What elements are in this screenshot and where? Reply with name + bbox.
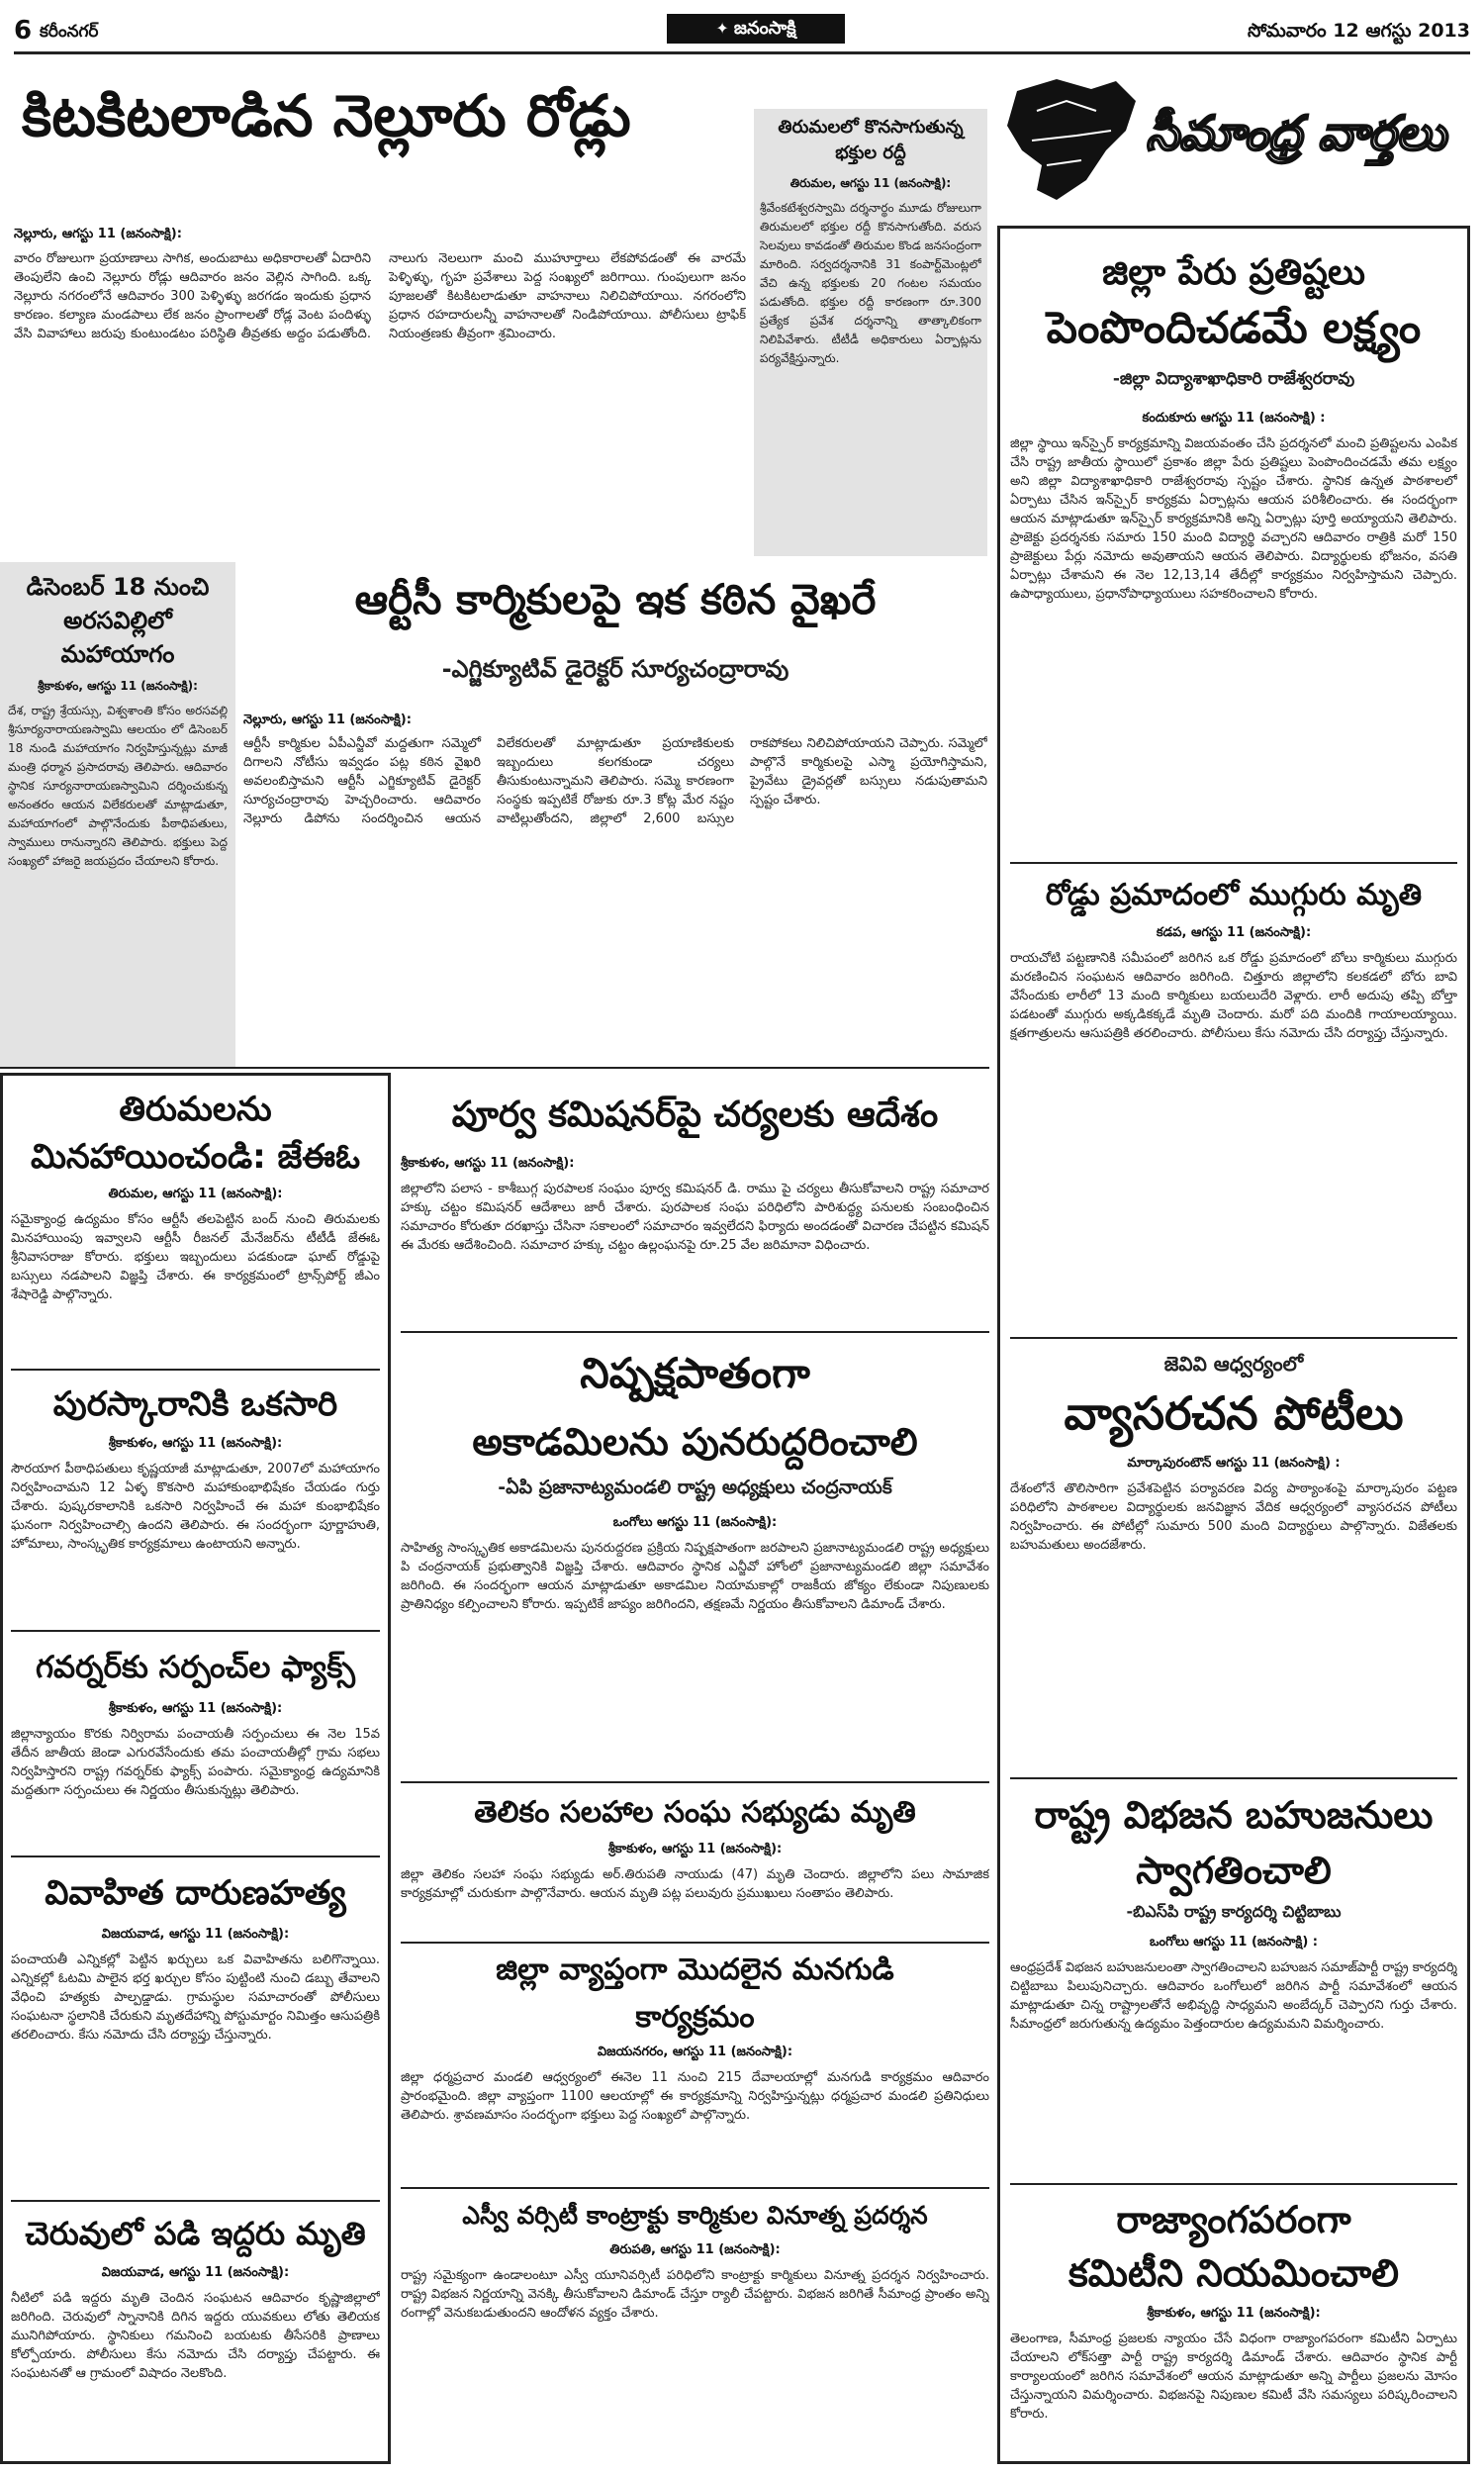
headline-line1: డిసెంబర్ 18 నుంచి [26, 573, 210, 601]
left-column [0, 1073, 391, 2464]
headline-line2: అరసవిల్లిలో [63, 607, 172, 634]
article-neutral-academies [401, 1338, 989, 1773]
headline-line2: మినహాయించండి: జేఈఓ [30, 1137, 361, 1177]
divider [11, 1630, 380, 1632]
article-award-once [11, 1377, 380, 1634]
body: వారం రోజులుగా ప్రయాణాలు సాగిక, అందుబాటు అధికారాలతో ఏదారిని తెంపులేని ఉంచి నెల్లూరు రోడ్లు ఆదివారం జనం వెల్లిన సాగింది. ఒక్క నెల్లూరు నగరంలోనే ఆదివారం 300 పెళ్ళిళ్ళు జరగడం ఇందుకు ప్రధాన కారణం. కల్యాణ మండపాలు లేక జనం ప్రాంగాలతో రోడ్ల వెంట పందిళ్ళు వేసి వివాహాలు జరుపు కుంటుండటం పరిస్థితి తీవ్రతకు అద్దం పడుతోంది. నాలుగు నెలలుగా మంచి ముహూర్తాలు లేకపోవడంతో ఈ వారమే పెళ్ళిళ్ళు, గృహ ప్రవేశాలు పెద్ద సంఖ్యలో జరిగాయి. గుంపులుగా జనం పూజలతో కిటకిటలాడుతూ వాహనాలు నిలిచిపోయాయి. నగరంలోని ప్రధాన రహదారులన్నీ వాహనాలతో నిండిపోయాయి. పోలీసులు ట్రాఫిక్ నియంత్రణకు తీవ్రంగా శ్రమించారు. [14, 251, 746, 341]
masthead [667, 14, 845, 44]
dateline: తిరుపతి, ఆగస్టు 11 (జనంసాక్షి): [609, 2242, 781, 2257]
masthead-icon: ✦ [715, 19, 729, 38]
headline: పూర్వ కమిషనర్‌పై చర్యలకు ఆదేశం [451, 1094, 939, 1135]
body: జిల్లాన్యాయం కొరకు నిర్విరామ పంచాయతీ సర్పంచులు ఈ నెల 15వ తేదీన జాతీయ జెండా ఎగురవేసేందుకు తమ పంచాయతీల్లో గ్రామ సభలు నిర్వహిస్తారని రాష్ట్ర గవర్నర్‌కు ఫ్యాక్స్ పంపారు. సమైక్యాంధ్ర ఉద్యమానికి మద్దతుగా సర్పంచులు ఈ నిర్ణయం తీసుకున్నట్లు తెలిపారు. [11, 1727, 380, 1798]
article-svu-workers [401, 2191, 989, 2468]
byline: -ఏపి ప్రజానాట్యమండలి రాష్ట్ర అధ్యక్షులు చంద్రనాయక్ [498, 1476, 892, 1498]
dateline: విజయవాడ, ఆగస్టు 11 (జనంసాక్షి): [101, 2265, 290, 2280]
divider [1010, 2183, 1457, 2185]
dateline: కందుకూరు ఆగస్టు 11 (జనంసాక్షి) : [1142, 411, 1326, 426]
dateline: మార్కాపురంటౌన్ ఆగస్టు 11 (జనంసాక్షి) : [1127, 1456, 1341, 1471]
dateline: శ్రీకాకుళం, ఆగస్టు 11 (జనంసాక్షి): [1147, 2306, 1321, 2321]
dateline: శ్రీకాకుళం, ఆగస్టు 11 (జనంసాక్షి): [401, 1156, 575, 1171]
banner-title: సీమాంధ్ర వార్తలు [1146, 106, 1446, 161]
body: రాయచోటి పట్టణానికి సమీపంలో జరిగిన ఒక రోడ్డు ప్రమాదంలో బోలు కార్మికులు ముగ్గురు మరణించిన సంఘటన ఆదివారం జరిగింది. చిత్తూరు జిల్లాలోని కలకడలో బోరు బావి వేసేందుకు లారీలో 13 మంది కార్మికులు బయలుదేరి వెళ్లారు. లారీ అదుపు తప్పి బోల్తా పడటంతో ముగ్గురు అక్కడికక్కడే మృతి చెందారు. మరో పది మందికి గాయాలయ్యాయి. క్షతగాత్రులను ఆసుపత్రికి తరలించారు. పోలీసులు కేసు నమోదు చేసి దర్యాప్తు చేస్తున్నారు. [1010, 951, 1457, 1041]
seemandhra-banner [997, 61, 1470, 220]
dateline: ఒంగోలు ఆగస్టు 11 (జనంసాక్షి) : [1150, 1935, 1318, 1950]
article-nellore-roads [14, 61, 746, 556]
byline: -బిఎస్‌పి రాష్ట్ర కార్యదర్శి చిట్టిబాబు [1126, 1902, 1342, 1921]
article-governor-fax [11, 1638, 380, 1856]
headline: వివాహిత దారుణహత్య [45, 1873, 346, 1913]
dateline: నెల్లూరు, ఆగస్టు 11 (జనంసాక్షి): [243, 713, 412, 727]
article-former-commissioner [401, 1079, 989, 1326]
body: దేశ, రాష్ట్ర శ్రేయస్సు, విశ్వశాంతి కోసం అరసవల్లి శ్రీసూర్యనారాయణస్వామి ఆలయం లో డిసెంబర్ 18 నుండి మహాయాగం నిర్వహిస్తున్నట్లు మాజీ మంత్రి ధర్మాన ప్రసాదరావు తెలిపారు. ఆదివారం స్థానిక సూర్యనారాయణస్వామిని దర్శించుకున్న అనంతరం ఆయన విలేకరులతో మాట్లాడుతూ, మహాయాగంలో పాల్గొనేందుకు పీఠాధిపతులు, స్వాములు రానున్నారని తెలిపారు. భక్తులు పెద్ద సంఖ్యలో హాజరై జయప్రదం చేయాలని కోరారు. [8, 704, 228, 868]
dateline: ఒంగోలు ఆగస్టు 11 (జనంసాక్షి): [612, 1515, 778, 1530]
dateline: కడప, ఆగస్టు 11 (జనంసాక్షి): [1156, 925, 1312, 940]
divider [11, 1369, 380, 1371]
article-pond-deaths [11, 2206, 380, 2453]
body: జిల్లా ధర్మప్రచార మండలి ఆధ్వర్యంలో ఈనెల 11 నుంచి 215 దేవాలయాల్లో మనగుడి కార్యక్రమం ఆదివారం ప్రారంభమైంది. జిల్లా వ్యాప్తంగా 1100 ఆలయాల్లో ఈ కార్యక్రమాన్ని నిర్వహిస్తున్నట్లు ధర్మప్రచార మండలి ప్రతినిధులు తెలిపారు. శ్రావణమాసం సందర్భంగా భక్తులు పెద్ద సంఖ్యలో పాల్గొన్నారు. [401, 2070, 989, 2123]
headline-line1: రాష్ట్ర విభజన బహుజనులు [1034, 1793, 1434, 1837]
divider [401, 1781, 989, 1783]
article-telikam-death [401, 1786, 989, 1945]
headline: గవర్నర్‌కు సర్పంచ్‌ల ఫ్యాక్స్ [35, 1650, 356, 1685]
headline-line1: నిష్పక్షపాతంగా [580, 1349, 810, 1397]
dateline: తిరుమల, ఆగస్టు 11 (జనంసాక్షి): [108, 1187, 283, 1201]
dateline: తిరుమల, ఆగస్టు 11 (జనంసాక్షి): [789, 176, 952, 190]
headline: చెరువులో పడి ఇద్దరు మృతి [25, 2215, 366, 2252]
dateline: శ్రీకాకుళం, ఆగస్టు 11 (జనంసాక్షి): [38, 679, 198, 693]
divider [401, 1942, 989, 1944]
divider [401, 2187, 989, 2189]
headline-line2: కార్యక్రమం [635, 2000, 755, 2035]
body: నీటిలో పడి ఇద్దరు మృతి చెందిన సంఘటన ఆదివారం కృష్ణాజిల్లాలో జరిగింది. చెరువులో స్నానానికి దిగిన ఇద్దరు యువకులు లోతు తెలియక మునిగిపోయారు. స్థానికులు గమనించి బయటకు తీసేసరికి ప్రాణాలు కోల్పోయారు. పోలీసులు కేసు నమోదు చేసి దర్యాప్తు చేపట్టారు. ఈ సంఘటనతో ఆ గ్రామంలో విషాదం నెలకొంది. [11, 2291, 380, 2381]
article-dowry-murder [11, 1863, 380, 2200]
headline-line2: కమిటీని నియమించాలి [1067, 2251, 1400, 2295]
masthead-title: జనంసాక్షి [733, 18, 796, 39]
issue-date: సోమవారం 12 ఆగస్టు 2013 [1248, 20, 1470, 42]
headline-line2: అకాడమిలను పునరుద్దరించాలి [472, 1420, 918, 1464]
state-map-icon [997, 71, 1146, 210]
headline-line2: స్వాగతించాలి [1136, 1849, 1332, 1892]
divider [1010, 1777, 1457, 1779]
headline: కిటకిటలాడిన నెల్లూరు రోడ్లు [22, 82, 631, 149]
body: రాష్ట్ర సమైక్యంగా ఉండాలంటూ ఎస్వీ యూనివర్సిటీ పరిధిలోని కాంట్రాక్టు కార్మికులు వినూత్న ప్రదర్శన నిర్వహించారు. రాష్ట్ర విభజన నిర్ణయాన్ని వెనక్కి తీసుకోవాలని డిమాండ్ చేస్తూ ర్యాలీ చేపట్టారు. విభజన జరిగితే సీమాంధ్ర ప్రాంతం అన్ని రంగాల్లో వెనుకబడుతుందని ఆందోళన వ్యక్తం చేశారు. [401, 2268, 989, 2321]
headline-line1: తిరుమలను [119, 1090, 272, 1129]
body: పంచాయతీ ఎన్నికల్లో పెట్టిన ఖర్చులు ఒక వివాహితను బలిగొన్నాయి. ఎన్నికల్లో ఓటమి పాలైన భర్త ఖర్చుల కోసం పుట్టింటి నుంచి డబ్బు తేవాలని వేధించి హత్యకు పాల్పడ్డాడు. గ్రామస్థుల సమాచారంతో పోలీసులు సంఘటనా స్థలానికి చేరుకుని మృతదేహాన్ని పోస్టుమార్టం నిమిత్తం ఆసుపత్రికి తరలించారు. కేసు నమోదు చేసి దర్యాప్తు చేస్తున్నారు. [11, 1952, 380, 2043]
article-rtc [243, 564, 987, 1059]
article-tirumala-rush [754, 109, 987, 556]
headline-line1: జిల్లా వ్యాప్తంగా మొదలైన మనగుడి [496, 1952, 894, 1987]
dateline: విజయవాడ, ఆగస్టు 11 (జనంసాక్షి): [101, 1927, 290, 1942]
body: జిల్లా తెలికం సలహా సంఘ సభ్యుడు అర్.తిరుపతి నాయుడు (47) మృతి చెందారు. జిల్లాలోని పలు సామాజిక కార్యక్రమాల్లో చురుకుగా పాల్గొనేవారు. ఆయన మృతి పట్ల పలువురు ప్రముఖులు సంతాపం తెలిపారు. [401, 1867, 989, 1901]
headline: పురస్కారానికి ఒకసారి [52, 1384, 338, 1424]
byline: -ఎగ్జిక్యూటివ్ డైరెక్టర్ సూర్యచంద్రారావు [441, 655, 789, 683]
body: శ్రీవేంకటేశ్వరస్వామి దర్శనార్థం మూడు రోజులుగా తిరుమలలో భక్తుల రద్దీ కొనసాగుతోంది. వరుస సెలవులు కావడంతో తిరుమల కొండ జనసంద్రంగా మారింది. సర్వదర్శనానికి 31 కంపార్ట్‌మెంట్లలో వేచి ఉన్న భక్తులకు 20 గంటల సమయం పడుతోంది. భక్తుల రద్దీ కారణంగా రూ.300 ప్రత్యేక ప్రవేశ దర్శనాన్ని తాత్కాలికంగా నిలిపివేశారు. టీటీడీ అధికారులు ఏర్పాట్లను పర్యవేక్షిస్తున్నారు. [760, 201, 981, 365]
headline: తెలికం సలహాల సంఘ సభ్యుడు మృతి [474, 1795, 916, 1830]
headline: రోడ్డు ప్రమాదంలో ముగ్గురు మృతి [1045, 878, 1423, 912]
body: సమైక్యాంధ్ర ఉద్యమం కోసం ఆర్టీసీ తలపెట్టిన బంద్ నుంచి తిరుమలకు మినహాయింపు ఇవ్వాలని ఆర్టీసీ రీజనల్ మేనేజర్‌ను టీటీడీ జేఈఓ శ్రీనివాసరాజు కోరారు. భక్తులు ఇబ్బందులు పడకుండా ఘాట్ రోడ్డుపై బస్సులు నడపాలని విజ్ఞప్తి చేశారు. ఈ కార్యక్రమంలో ట్రాన్స్‌పోర్ట్ జీఎం శేషారెడ్డి పాల్గొన్నారు. [11, 1212, 380, 1302]
dateline: శ్రీకాకుళం, ఆగస్టు 11 (జనంసాక్షి): [607, 1842, 783, 1856]
dateline: శ్రీకాకుళం, ఆగస్టు 11 (జనంసాక్షి): [108, 1436, 283, 1451]
article-arasavilli [0, 562, 235, 1067]
dateline: నెల్లూరు, ఆగస్టు 11 (జనంసాక్షి): [14, 227, 182, 241]
article-essay-competition [1010, 1352, 1457, 1777]
seemandhra-column [997, 226, 1470, 2464]
body: తెలంగాణ, సీమాంధ్ర ప్రజలకు న్యాయం చేసే విధంగా రాజ్యాంగపరంగా కమిటీని ఏర్పాటు చేయాలని లోక్‌సత్తా పార్టీ రాష్ట్ర కార్యదర్శి డిమాండ్ చేశారు. ఆదివారం స్థానిక పార్టీ కార్యాలయంలో జరిగిన సమావేశంలో ఆయన మాట్లాడుతూ అన్ని పార్టీలు ప్రజలను మోసం చేస్తున్నాయని విమర్శించారు. విభజనపై నిపుణుల కమిటీ వేసి సమస్యలు పరిష్కరించాలని కోరారు. [1010, 2331, 1457, 2422]
body: జిల్లా స్థాయి ఇన్‌స్పైర్ కార్యక్రమాన్ని విజయవంతం చేసి ప్రదర్శనలో మంచి ప్రతిష్టలను ఎంపిక చేసి రాష్ట్ర జాతీయ స్థాయిలో ప్రకాశం జిల్లా పేరు ప్రతిష్టలు పెంపొందించడమే తమ లక్ష్యం అని జిల్లా విద్యాశాఖాధికారి రాజేశ్వరరావు స్పష్టం చేశారు. స్థానిక ఉన్నత పాఠశాలలో ఏర్పాటు చేసిన ఇన్‌స్పైర్ కార్యక్రమ ఏర్పాట్లను ఆయన పరిశీలించారు. ఈ సందర్భంగా ఆయన మాట్లాడుతూ ఇన్‌స్పైర్ కార్యక్రమానికి అన్ని ఏర్పాట్లు పూర్తి అయ్యాయని తెలిపారు. ప్రాజెక్టు ప్రదర్శనకు సమారు 150 మంది విద్యార్థి వచ్చారని ఆదివారం రాత్రికి మరో 150 ప్రాజెక్టులు పేర్లు నమోదు అవుతాయని ఆయన తెలిపారు. విద్యార్థులకు భోజనం, వసతి ఏర్పాట్లు చేశామని ఈ నెల 12,13,14 తేదీల్లో కార్యక్రమం నిర్వహిస్తామని చెప్పారు. ఉపాధ్యాయులు, ప్రధానోపాధ్యాయులు సహకరించాలని కోరారు. [1010, 436, 1457, 602]
body: ఆంధ్రప్రదేశ్ విభజన బహుజనులంతా స్వాగతించాలని బహుజన సమాజ్‌పార్టీ రాష్ట్ర కార్యదర్శి చిట్టిబాబు పిలుపునిచ్చారు. ఆదివారం ఒంగోలులో జరిగిన పార్టీ సమావేశంలో ఆయన మాట్లాడుతూ చిన్న రాష్ట్రాలతోనే అభివృద్ధి సాధ్యమని అంబేద్కర్ చెప్పారని గుర్తు చేశారు. సీమాంధ్రలో జరుగుతున్న ఉద్యమం పెత్తందారుల ఉద్యమమని విమర్శించారు. [1010, 1960, 1457, 2032]
headline: తిరుమలలో కొనసాగుతున్న భక్తుల రద్దీ [778, 117, 964, 163]
body: జిల్లాలోని పలాస - కాశీబుగ్గ పురపాలక సంఘం పూర్వ కమిషనర్ డి. రాము పై చర్యలు తీసుకోవాలని రాష్ట్ర సమాచార హక్కు చట్టం కమిషనర్ ఆదేశాలు జారీ చేశారు. పురపాలక సంఘ పరిధిలోని పారిశుద్ధ్య పనులకు సంబంధించిన సమాచారం కోరుతూ దరఖాస్తు చేసినా సకాలంలో సమాచారం ఇవ్వలేదని ఫిర్యాదు అందడంతో విచారణ చేపట్టిన కమిషన్ ఈ మేరకు ఆదేశించింది. సమాచార హక్కు చట్టం ఉల్లంఘనపై రూ.25 వేల జరిమానా విధించారు. [401, 1182, 989, 1253]
headline-line2: పెంపొందిచడమే లక్ష్యం [1046, 303, 1422, 353]
body: దేశంలోనే తొలిసారిగా ప్రవేశపెట్టిన పర్యావరణ విద్య పాఠ్యాంశంపై మార్కాపురం పట్టణ పరిధిలోని పాఠశాలల విద్యార్థులకు జనవిజ్ఞాన వేదిక ఆధ్వర్యంలో వ్యాసరచన పోటీలు నిర్వహించారు. ఈ పోటీల్లో సుమారు 500 మంది విద్యార్థులు పాల్గొన్నారు. విజేతలకు బహుమతులు అందజేశారు. [1010, 1481, 1457, 1553]
body: సాహిత్య సాంస్కృతిక అకాడమిలను పునరుద్దరణ ప్రక్రియ నిష్పక్షపాతంగా జరపాలని ప్రజానాట్యమండలి రాష్ట్ర అధ్యక్షులు పి చంద్రనాయక్ ప్రభుత్వానికి విజ్ఞప్తి చేశారు. ఆదివారం స్థానిక ఎన్జీవో హోంలో ప్రజానాట్యమండలి జిల్లా సమావేశం జరిగింది. ఈ సందర్భంగా ఆయన మాట్లాడుతూ అకాడమిల నియామకాల్లో రాజకీయ జోక్యం లేకుండా నిపుణులకు ప్రాతినిధ్యం కల్పించాలని కోరారు. ఇప్పటికే జాప్యం జరిగిందని, తక్షణమే నిర్ణయం తీసుకోవాలని డిమాండ్ చేశారు. [401, 1541, 989, 1612]
page-header [14, 12, 1470, 51]
article-bifurcation-welcome [1010, 1787, 1457, 2183]
byline: -జిల్లా విద్యాశాఖాధికారి రాజేశ్వరరావు [1112, 369, 1355, 389]
headline-line1: రాజ్యాంగపరంగా [1116, 2198, 1351, 2241]
headline: ఎస్వీ వర్సిటీ కాంట్రాక్టు కార్మికుల వినూత్న ప్రదర్శన [462, 2201, 928, 2230]
header-rule [14, 51, 1470, 54]
body: సౌరయాగ పీఠాధిపతులు కృష్ణయాజీ మాట్లాడుతూ, 2007లో మహాయాగం నిర్వహించామని 12 ఏళ్ళ కొకసారి మహాకుంభాభిషేకం చేయడం గుర్తు చేశారు. పుష్కరకాలానికి ఒకసారి నిర్వహించే ఈ మహా కుంభాభిషేకం ఘనంగా నిర్వహించాల్సి ఉందని తెలిపారు. ఈ సందర్భంగా పూర్ణాహుతి, హోమాలు, సాంస్కృతిక కార్యక్రమాలు ఉంటాయని అన్నారు. [11, 1462, 380, 1552]
article-managudi [401, 1946, 989, 2183]
article-srinivasa-eo [11, 1086, 380, 1382]
article-constitutional-committee [1010, 2193, 1457, 2460]
headline-line1: జిల్లా పేరు ప్రతిష్టలు [1102, 252, 1365, 293]
headline-line3: మహాయాగం [60, 640, 175, 668]
body: ఆర్టీసీ కార్మికుల ఏపీఎన్జీవో మద్దతుగా సమ్మెలో దిగాలని నోటీసు ఇవ్వడం పట్ల కఠిన వైఖరి అవలంబిస్తామని ఆర్టీసీ ఎగ్జిక్యూటివ్ డైరెక్టర్ సూర్యచంద్రారావు హెచ్చరించారు. ఆదివారం నెల్లూరు డిపోను సందర్శించిన ఆయన విలేకరులతో మాట్లాడుతూ ప్రయాణికులకు ఇబ్బందులు కలగకుండా చర్యలు తీసుకుంటున్నామని తెలిపారు. సమ్మె కారణంగా సంస్థకు ఇప్పటికే రోజుకు రూ.3 కోట్ల మేర నష్టం వాటిల్లుతోందని, జిల్లాలో 2,600 బస్సుల రాకపోకలు నిలిచిపోయాయని చెప్పారు. సమ్మెలో పాల్గొనే కార్మికులపై ఎస్మా ప్రయోగిస్తామని, ప్రైవేటు డ్రైవర్లతో బస్సులు నడుపుతామని స్పష్టం చేశారు. [243, 736, 987, 826]
divider [11, 1856, 380, 1857]
divider [0, 1067, 989, 1069]
dateline: శ్రీకాకుళం, ఆగస్టు 11 (జనంసాక్షి): [108, 1701, 283, 1716]
kicker: జెవివి ఆధ్వర్యంలో [1163, 1352, 1304, 1376]
headline: వ్యాసరచన పోటీలు [1064, 1386, 1404, 1440]
divider [401, 1331, 989, 1333]
divider [11, 2200, 380, 2202]
page-number: 6 [14, 16, 33, 46]
article-road-accident [1010, 872, 1457, 1426]
dateline: విజయనగరం, ఆగస్టు 11 (జనంసాక్షి): [597, 2045, 793, 2059]
edition-label: కరీంనగర్ [40, 22, 99, 42]
divider [1010, 862, 1457, 864]
article-district-name [1010, 248, 1457, 842]
headline: ఆర్టీసీ కార్మికులపై ఇక కఠిన వైఖరే [354, 575, 877, 623]
divider [1010, 1337, 1457, 1339]
